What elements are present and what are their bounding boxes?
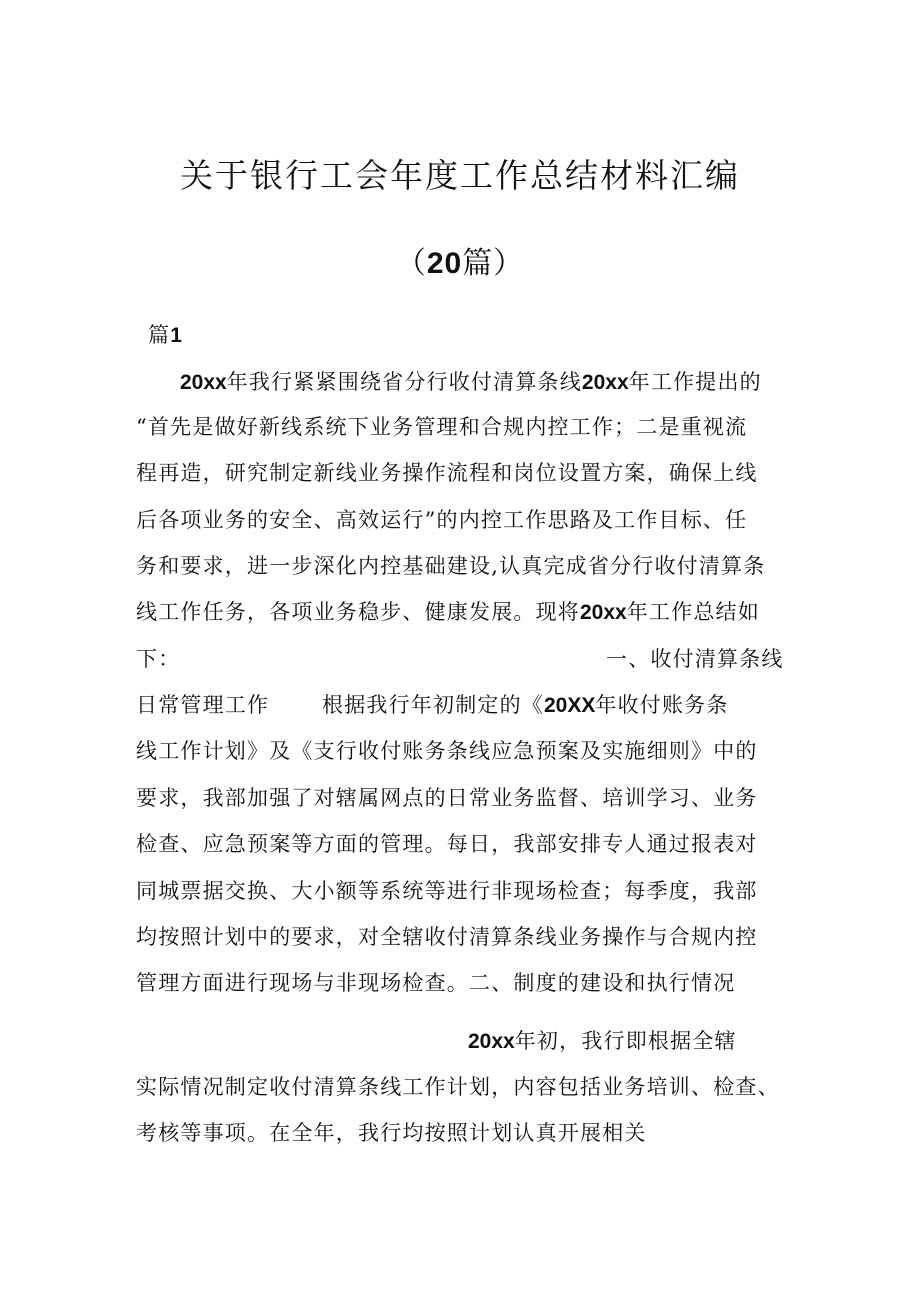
section-label-number: 1	[170, 324, 182, 347]
body-line	[322, 690, 729, 721]
bold-number: 20xx	[180, 371, 227, 394]
text-run: 要求，我部加强了对辖属网点的日常业务监督、培训学习、业务	[136, 786, 758, 810]
body-line	[180, 367, 762, 398]
section-label	[148, 320, 182, 351]
text-run: 一、收付清算条线	[606, 647, 784, 671]
body-line	[468, 1026, 737, 1057]
text-run: 下：	[136, 647, 181, 671]
text-run: 程再造，研究制定新线业务操作流程和岗位设置方案，确保上线	[136, 461, 758, 485]
text-run: 实际情况制定收付清算条线工作计划，内容包括业务培训、检查、	[136, 1075, 780, 1099]
text-run: 管理方面进行现场与非现场检查。二、制度的建设和执行情况	[136, 971, 736, 995]
text-run: 后各项业务的安全、高效运行”的内控工作思路及工作目标、任	[136, 508, 748, 532]
bold-number: 20xx	[581, 371, 629, 394]
body-line	[136, 829, 758, 859]
text-run: 考核等事项。在全年，我行均按照计划认真开展相关	[136, 1121, 647, 1145]
text-run: 年收付账务条	[595, 693, 729, 717]
text-run: 年工作提出的	[628, 370, 762, 394]
text-run: 均按照计划中的要求，对全辖收付清算条线业务操作与合规内控	[136, 925, 758, 949]
body-line	[136, 736, 758, 766]
document-subtitle	[0, 238, 920, 282]
body-line	[136, 783, 758, 813]
bold-number: 20xx	[580, 601, 627, 624]
text-run: 线工作任务，各项业务稳步、健康发展。现将	[136, 600, 580, 624]
section-label-prefix: 篇	[148, 323, 171, 347]
body-line	[136, 505, 747, 535]
body-line	[136, 458, 758, 488]
text-run: “首先是做好新线系统下业务管理和合规内控工作；二是重视流	[136, 415, 748, 439]
subtitle-number: 20	[426, 247, 463, 280]
body-line	[136, 551, 765, 581]
text-run: 根据我行年初制定的《	[322, 693, 544, 717]
body-line	[136, 968, 735, 998]
text-run: 年工作总结如	[626, 600, 760, 624]
subtitle-open: （	[395, 246, 427, 281]
text-run: 线工作计划》及《支行收付账务条线应急预案及实施细则》中的	[136, 739, 758, 763]
bold-number: 20XX	[544, 694, 596, 717]
body-line	[136, 1118, 647, 1148]
body-line	[136, 1072, 780, 1102]
body-line	[136, 412, 747, 442]
body-line	[136, 644, 180, 674]
section-heading-cont	[136, 690, 269, 720]
text-run: 务和要求，进一步深化内控基础建设,认真完成省分行收付清算条	[136, 554, 766, 578]
text-run: 年我行紧紧围绕省分行收付清算条线	[226, 370, 582, 394]
body-line	[136, 922, 758, 952]
body-line	[136, 597, 760, 628]
text-run: 年初，我行即根据全辖	[514, 1029, 737, 1053]
text-run: 检查、应急预案等方面的管理。每日，我部安排专人通过报表对	[136, 832, 758, 856]
body-line	[136, 876, 758, 906]
section-heading	[606, 644, 784, 674]
text-run: 日常管理工作	[136, 693, 270, 717]
document-title: 关于银行工会年度工作总结材料汇编	[180, 156, 740, 195]
bold-number: 20xx	[468, 1030, 515, 1053]
subtitle-word: 篇）	[462, 246, 525, 281]
text-run: 同城票据交换、大小额等系统等进行非现场检查；每季度，我部	[136, 879, 758, 903]
